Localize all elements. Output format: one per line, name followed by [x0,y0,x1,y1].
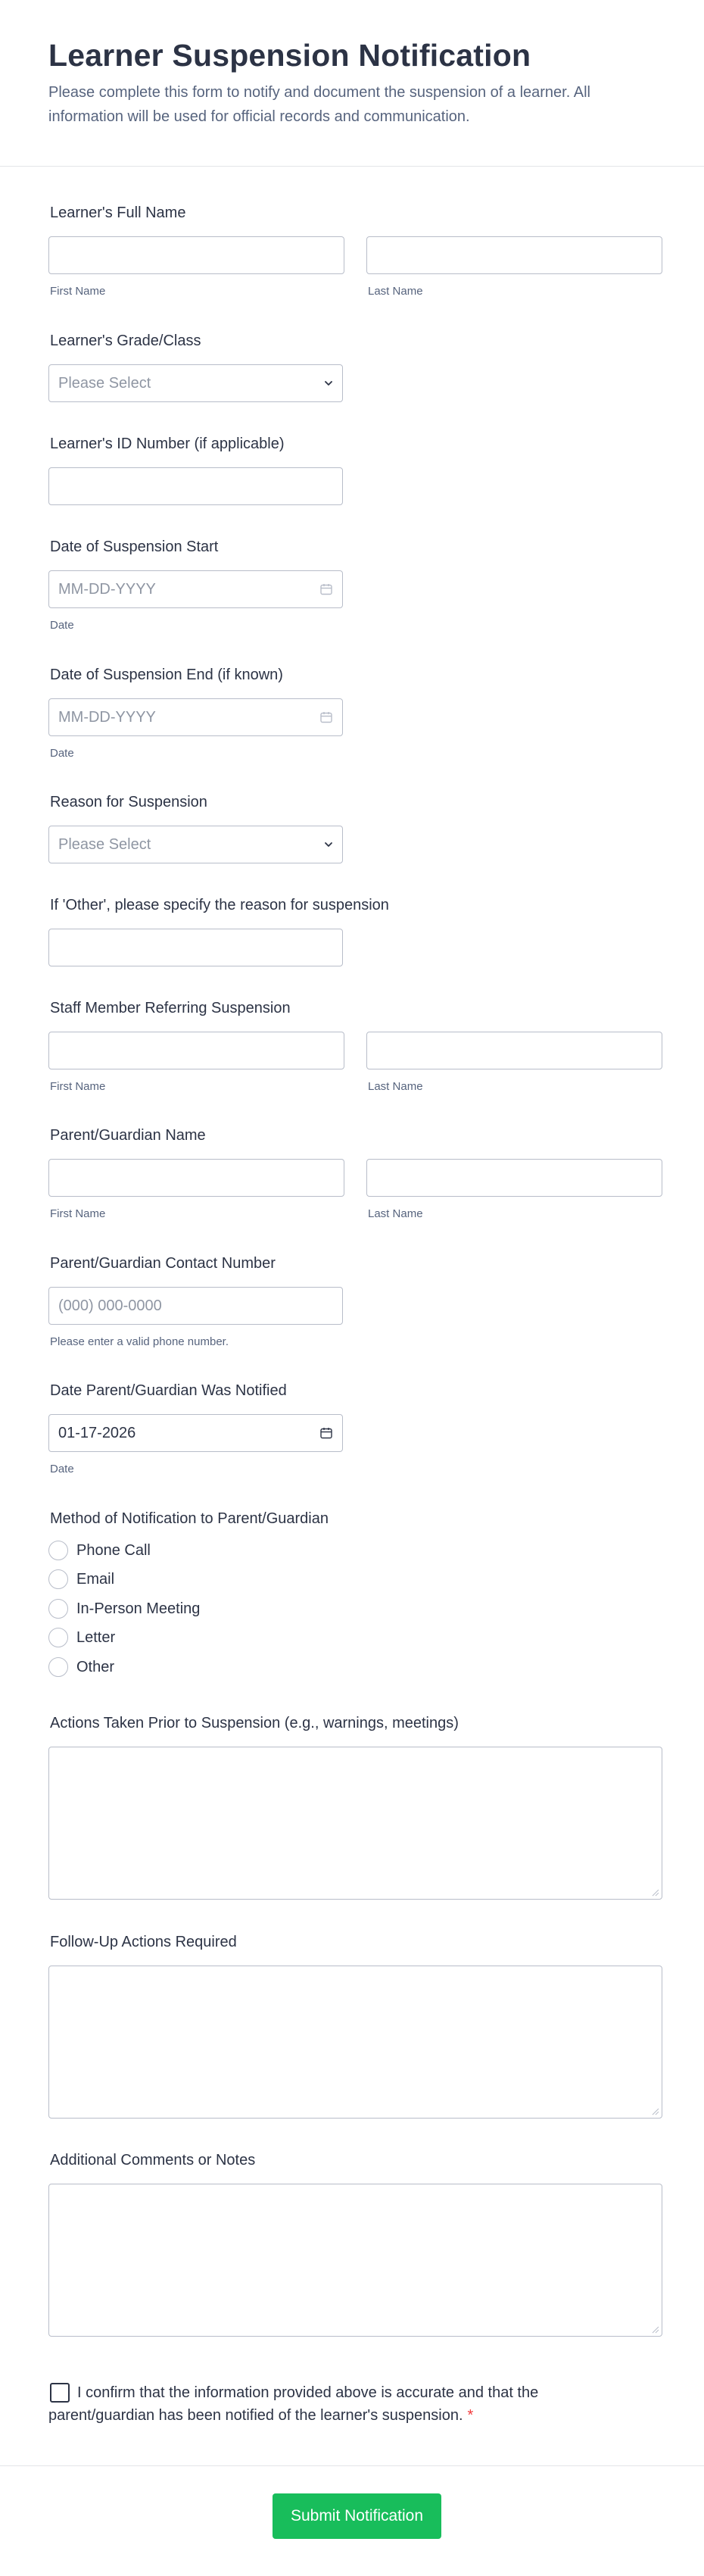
phone-sublabel: Please enter a valid phone number. [50,1335,229,1348]
learner-last-name-input[interactable] [366,236,662,274]
reason-select-placeholder: Please Select [58,836,151,853]
radio-label: Phone Call [76,1542,151,1559]
page-title: Learner Suspension Notification [48,38,531,73]
actions-prior-textarea[interactable] [48,1747,662,1900]
phone-placeholder: (000) 000-0000 [58,1297,162,1314]
comments-label: Additional Comments or Notes [50,2152,256,2169]
radio-button[interactable] [48,1541,68,1560]
parent-phone-label: Parent/Guardian Contact Number [50,1255,276,1272]
calendar-icon[interactable] [319,1426,333,1440]
start-date-placeholder: MM-DD-YYYY [58,581,156,598]
page-description: Please complete this form to notify and document the suspension of a learner. All information will be used for official records and communication. [48,84,590,125]
first-name-sublabel: First Name [50,1080,106,1093]
staff-label: Staff Member Referring Suspension [50,1000,291,1016]
radio-label: Other [76,1659,115,1675]
grade-label: Learner's Grade/Class [50,333,201,349]
staff-last-name-input[interactable] [366,1032,662,1069]
parent-name-label: Parent/Guardian Name [50,1127,206,1144]
end-date-placeholder: MM-DD-YYYY [58,709,156,726]
submit-button[interactable]: Submit Notification [273,2493,441,2539]
notified-date-value: 01-17-2026 [58,1425,136,1441]
resize-handle-icon[interactable] [650,2325,659,2334]
consent-text [48,2381,639,2427]
parent-last-name-input[interactable] [366,1159,662,1197]
comments-textarea[interactable] [48,2184,662,2337]
other-reason-input[interactable] [48,929,343,966]
chevron-down-icon [322,377,335,389]
id-number-input[interactable] [48,467,343,505]
grade-select-placeholder: Please Select [58,375,151,392]
resize-handle-icon[interactable] [650,1888,659,1897]
learner-first-name-input[interactable] [48,236,344,274]
end-date-label: Date of Suspension End (if known) [50,667,283,683]
follow-up-textarea[interactable] [48,1966,662,2119]
notified-date-label: Date Parent/Guardian Was Notified [50,1382,287,1399]
radio-button[interactable] [48,1657,68,1677]
radio-button[interactable] [48,1569,68,1589]
radio-label: In-Person Meeting [76,1600,201,1617]
end-date-sublabel: Date [50,747,74,760]
follow-up-label: Follow-Up Actions Required [50,1934,237,1950]
id-number-label: Learner's ID Number (if applicable) [50,436,285,452]
notified-date-sublabel: Date [50,1463,74,1475]
method-label: Method of Notification to Parent/Guardian [50,1510,329,1527]
radio-label: Email [76,1571,115,1588]
required-marker: * [467,2407,474,2424]
end-date-input[interactable] [48,698,343,736]
resize-handle-icon[interactable] [650,2106,659,2115]
first-name-sublabel: First Name [50,1207,106,1220]
reason-select[interactable] [48,826,343,863]
reason-label: Reason for Suspension [50,794,207,810]
staff-first-name-input[interactable] [48,1032,344,1069]
calendar-icon[interactable] [319,582,333,596]
full-name-label: Learner's Full Name [50,205,186,221]
notified-date-input[interactable] [48,1414,343,1452]
radio-button[interactable] [48,1628,68,1647]
start-date-sublabel: Date [50,619,74,632]
radio-button[interactable] [48,1599,68,1619]
consent-label: I confirm that the information provided above is accurate and that the parent/guardian has been notified of the learner's suspension. [48,2384,539,2424]
start-date-label: Date of Suspension Start [50,539,219,555]
calendar-icon[interactable] [319,710,333,724]
parent-phone-input[interactable] [48,1287,343,1325]
start-date-input[interactable] [48,570,343,608]
first-name-sublabel: First Name [50,285,106,298]
form-header [0,0,704,167]
footer-divider [0,2465,704,2466]
radio-label: Letter [76,1629,116,1646]
last-name-sublabel: Last Name [368,1080,423,1093]
other-reason-label: If 'Other', please specify the reason for suspension [50,897,389,913]
last-name-sublabel: Last Name [368,1207,423,1220]
parent-first-name-input[interactable] [48,1159,344,1197]
chevron-down-icon [322,838,335,851]
grade-select[interactable] [48,364,343,402]
actions-prior-label: Actions Taken Prior to Suspension (e.g., warnings, meetings) [50,1715,459,1731]
last-name-sublabel: Last Name [368,285,423,298]
